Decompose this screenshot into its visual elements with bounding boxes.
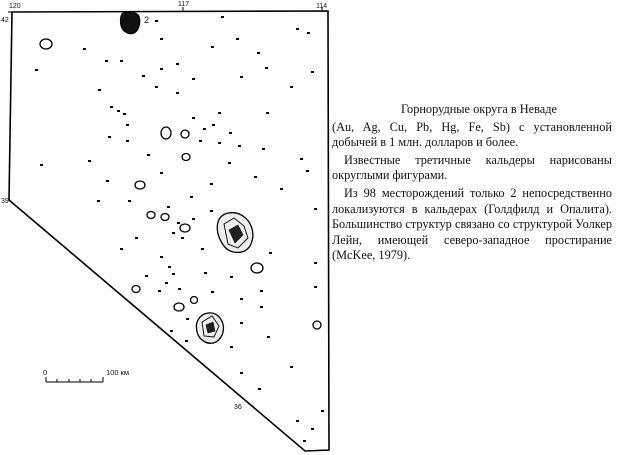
caldera	[161, 214, 169, 221]
caldera	[191, 297, 198, 304]
caldera	[161, 127, 171, 139]
caldera	[180, 224, 190, 232]
lon-120-label: 120	[9, 3, 21, 10]
caldera	[181, 130, 189, 138]
caldera	[135, 181, 145, 189]
caption-paragraph-deposits: Из 98 месторождений только 2 непосредственно локализуются в кальдерах (Голдфилд и Опалита). Большинство структур связано со структурой Уолкер Лейн, имеющей северо-западное простирание (McKee, 1979).	[332, 185, 612, 263]
marker-2-label: 2	[144, 15, 150, 25]
scale-bar	[46, 377, 103, 382]
nevada-state-outline	[9, 11, 329, 451]
map-caption	[332, 102, 612, 266]
lat-42-label: 42	[1, 17, 9, 24]
scale-start-label: 0	[43, 368, 48, 377]
caldera	[313, 321, 321, 329]
caldera-group	[40, 12, 321, 343]
lat-39-label: 39	[1, 198, 9, 205]
caldera-north	[121, 12, 140, 33]
caption-paragraph-calderas: Известные третичные кальдеры нарисованы округлыми фигурами.	[332, 152, 612, 183]
caption-subtitle: (Au, Ag, Cu, Pb, Hg, Fe, Sb) с установленной добычей в 1 млн. долларов и более.	[332, 119, 612, 150]
scale-end-label: 100 км	[106, 368, 130, 377]
caption-title: Горнорудные округа в Неваде	[401, 102, 557, 116]
caldera	[182, 154, 190, 161]
lon-117-label: 117	[178, 1, 190, 8]
lat-36-label: 36	[234, 404, 242, 411]
caldera	[147, 212, 155, 219]
caldera	[132, 286, 140, 293]
caldera	[40, 39, 52, 49]
caldera	[251, 263, 263, 273]
lon-114-label: 114	[316, 3, 328, 10]
caldera	[174, 303, 184, 311]
